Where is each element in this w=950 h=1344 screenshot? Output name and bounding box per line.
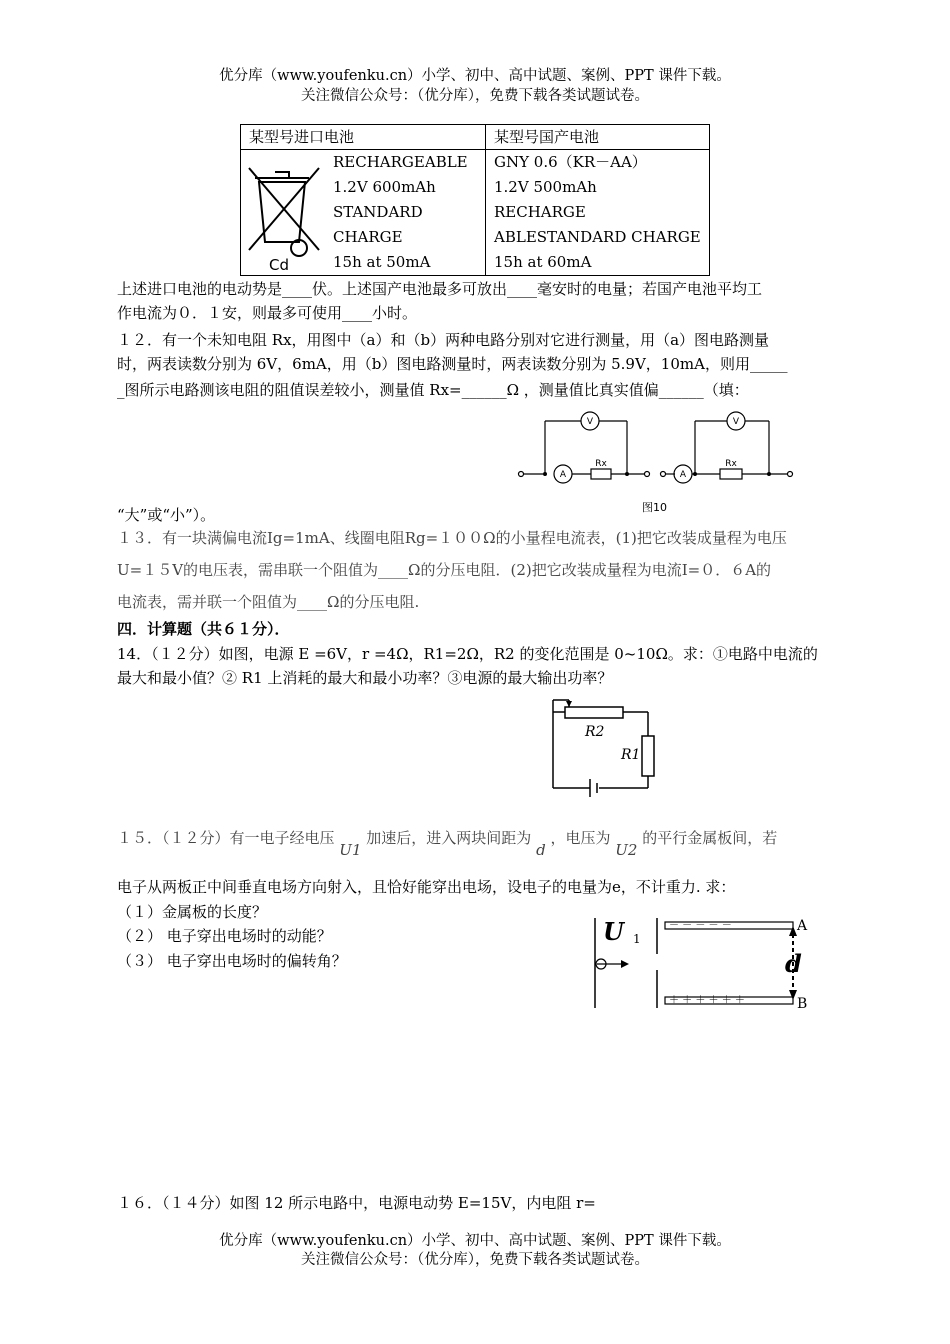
q15-sub-1: （１）金属板的长度？ — [117, 903, 268, 921]
imported-spec-4: CHARGE — [333, 228, 403, 246]
q11-line-2: 作电流为０．１安，则最多可使用____小时。 — [117, 304, 418, 322]
q14-circuit-diagram — [545, 690, 665, 805]
fig-d-label: d — [785, 949, 802, 978]
domestic-spec-4: ABLESTANDARD CHARGE — [494, 228, 701, 246]
u2-symbol: U2 — [615, 841, 638, 859]
q15-sub-3: （３） 电子穿出电场时的偏转角？ — [117, 952, 347, 970]
positive-plate-signs: ＋ ＋ ＋ ＋ ＋ ＋ — [669, 995, 745, 1006]
plate-a-label: A — [797, 918, 808, 934]
cd-label: Cd — [269, 256, 289, 274]
domestic-spec-5: 15h at 60mA — [494, 253, 592, 271]
domestic-spec-2: 1.2V 500mAh — [494, 178, 597, 196]
q12-line-1: １２．有一个未知电阻 Rx，用图中（a）和（b）两种电路分别对它进行测量，用（a）图电路测量 — [117, 331, 770, 349]
resistor-a-label: Rx — [595, 459, 607, 469]
table-header-domestic: 某型号国产电池 — [486, 125, 710, 150]
imported-spec-3: STANDARD — [333, 203, 423, 221]
header-line-2: 关注微信公众号：（优分库），免费下载各类试题试卷。 — [301, 88, 649, 104]
negative-plate-signs: － － － － － — [669, 920, 732, 931]
q15-plates-diagram — [585, 912, 815, 1012]
q16-line-1: １６．（１４分）如图 12 所示电路中，电源电动势 E=15V，内电阻 r= — [117, 1194, 596, 1212]
r1-label: R1 — [621, 747, 641, 763]
ammeter-b-label: A — [679, 470, 687, 480]
q13-line-2: U=１５V的电压表，需串联一个阻值为____Ω的分压电阻．(2)把它改装成量程为电流I=０．６A的 — [117, 561, 772, 579]
plate-b-label: B — [797, 996, 808, 1012]
q15-sub-2: （２） 电子穿出电场时的动能？ — [117, 927, 332, 945]
header-line-1: 优分库（www.youfenku.cn）小学、初中、高中试题、案例、PPT 课件下载。 — [219, 68, 731, 84]
q13-line-3: 电流表，需并联一个阻值为____Ω的分压电阻. — [117, 593, 420, 611]
voltmeter-a-label: V — [586, 417, 594, 427]
resistor-b-label: Rx — [725, 459, 737, 469]
q15-line-2: 电子从两板正中间垂直电场方向射入，且恰好能穿出电场，设电子的电量为e，不计重力. 求： — [117, 878, 736, 896]
q12-line-4: “大”或“小”）。 — [117, 506, 216, 524]
r2-label: R2 — [585, 724, 605, 740]
q14-line-2: 最大和最小值？② R1 上消耗的最大和最小功率？③电源的最大输出功率？ — [117, 669, 613, 687]
q11-line-1: 上述进口电池的电动势是____伏。上述国产电池最多可放出____毫安时的电量；若国产电池平均工 — [117, 280, 763, 298]
fig-u-subscript: 1 — [633, 932, 641, 946]
d-symbol: d — [536, 841, 546, 859]
footer-line-2: 关注微信公众号：（优分库），免费下载各类试题试卷。 — [301, 1252, 649, 1268]
fig-u-label: U — [603, 917, 624, 946]
q13-line-1: １３．有一块满偏电流Ig=1mA、线圈电阻Rg=１００Ω的小量程电流表，(1)把它改装成量程为电压 — [117, 529, 787, 547]
q12-circuit-diagram — [515, 405, 805, 515]
ammeter-a-label: A — [559, 470, 567, 480]
q12-line-2: 时，两表读数分别为 6V，6mA，用（b）图电路测量时，两表读数分别为 5.9V，10mA，则用_____ — [117, 355, 788, 373]
imported-spec-2: 1.2V 600mAh — [333, 178, 436, 196]
battery-table — [240, 124, 710, 276]
domestic-spec-1: GNY 0.6（KR－AA） — [494, 153, 647, 171]
fig10-label: 图10 — [642, 501, 667, 514]
voltmeter-b-label: V — [732, 417, 740, 427]
q15-line-1: １５．（１２分）有一电子经电压 U1 加速后，进入两块间距为 d ，电压为 U2 的平行金属板间，若 — [117, 829, 778, 859]
footer-line-1: 优分库（www.youfenku.cn）小学、初中、高中试题、案例、PPT 课件下载。 — [219, 1233, 731, 1249]
domestic-spec-3: RECHARGE — [494, 203, 586, 221]
q12-line-3: _图所示电路测该电阻的阻值误差较小，测量值 Rx=______Ω ，测量值比真实值偏______（填： — [117, 381, 749, 399]
q14-line-1: 14．（１２分）如图，电源 E =6V，r =4Ω，R1=2Ω，R2 的变化范围是 0~10Ω。求：①电路中电流的 — [117, 645, 818, 663]
imported-spec-5: 15h at 50mA — [333, 253, 431, 271]
u1-symbol: U1 — [339, 841, 362, 859]
section-4-title: 四．计算题（共６１分）． — [117, 620, 290, 638]
imported-spec-1: RECHARGEABLE — [333, 153, 468, 171]
recycle-bin-icon — [241, 150, 327, 275]
table-header-imported: 某型号进口电池 — [241, 125, 486, 150]
